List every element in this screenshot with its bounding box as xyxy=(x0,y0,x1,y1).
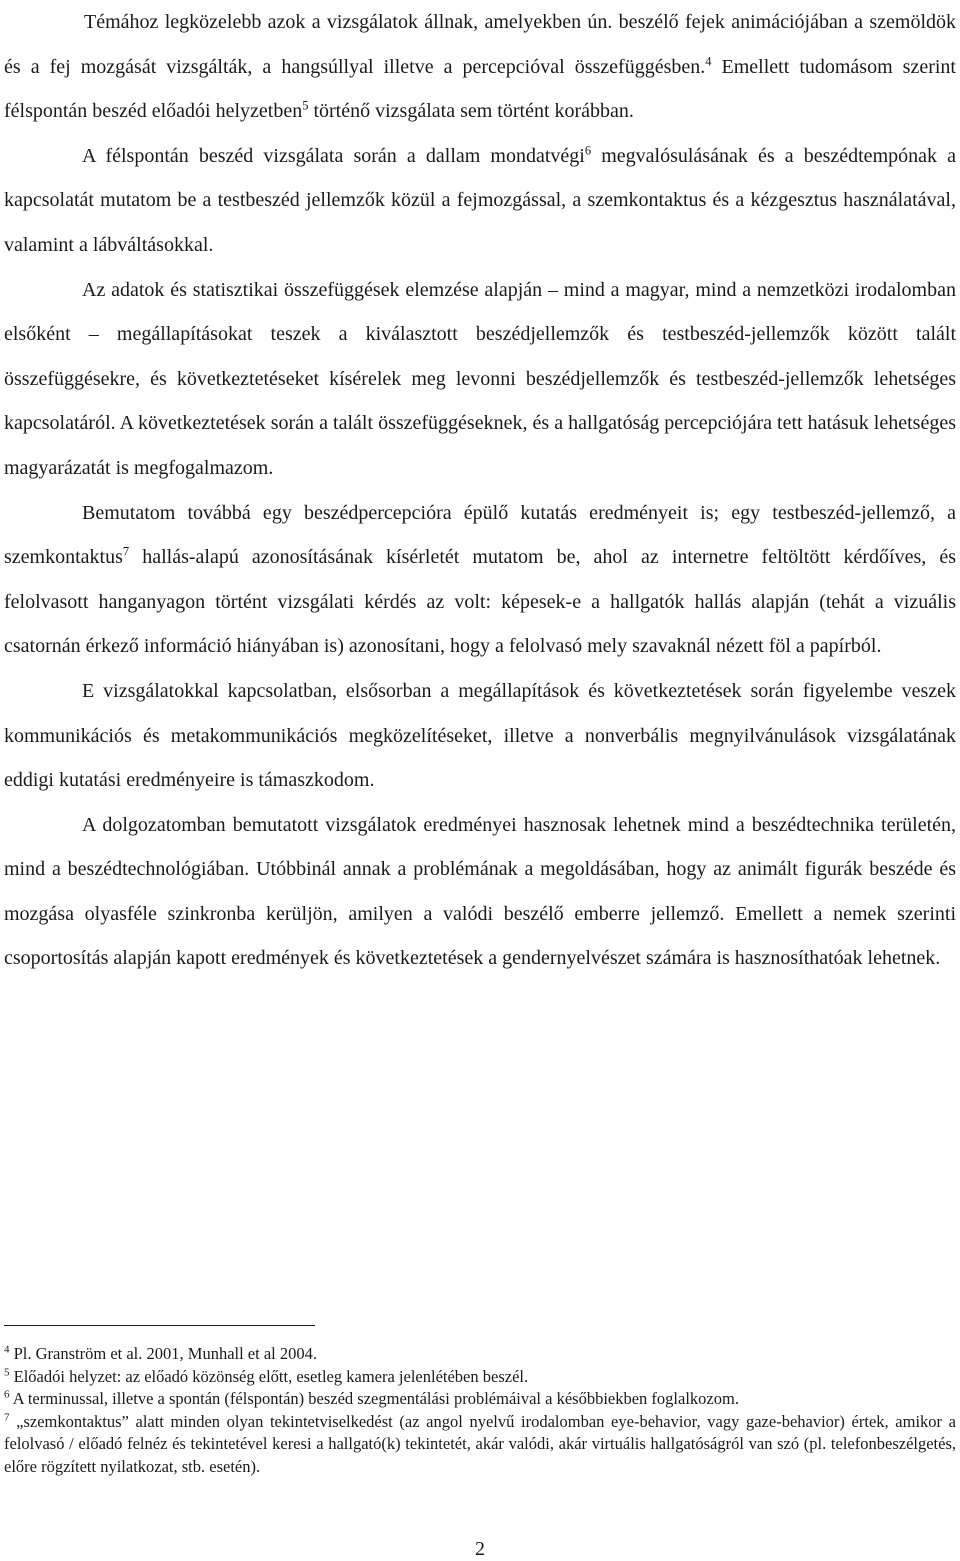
footnote-ref-7: 7 xyxy=(122,544,130,559)
footnote-5 xyxy=(4,1366,956,1389)
footnote-6 xyxy=(4,1388,956,1411)
paragraph-4-text-b: hallás-alapú azonosításának kísérletét mutatom be, ahol az internetre feltöltött kérdőíves, és felolvasott hanganyagon történt vizsgálati kérdés az volt: képesek-e a hallgatók hallás alapján (tehát a vizuális csatornán érkező információ hiányában is) azonosítani, hogy a felolvasó mely szavaknál nézett föl a papírból. xyxy=(4,546,956,658)
page-number: 2 xyxy=(475,1538,485,1560)
paragraph-2-text-a: A félspontán beszéd vizsgálata során a dallam mondatvégi xyxy=(82,144,585,167)
footnote-text: „szemkontaktus” alatt minden olyan tekintetviselkedést (az angol nyelvű irodalomban eye-behavior, vagy gaze-behavior) értek, amikor a felolvasó / előadó felnéz és tekintetével keresi a hallgató(k) tekintetét, akár valódi, akár virtuális hallgatóságról van szó (pl. telefonbeszélgetés, előre rögzített nyilatkozat, stb. esetén). xyxy=(4,1411,956,1476)
footnote-separator xyxy=(4,1325,315,1326)
footnote-number: 7 xyxy=(4,1411,10,1423)
footnote-text: A terminussal, illetve a spontán (félspontán) beszéd szegmentálási problémáival a későbbiekben foglalkozom. xyxy=(9,1389,739,1408)
paragraph-1-text-a: Témához legközelebb azok a vizsgálatok állnak, amelyekben ún. beszélő fejek animációjában a szemöldök és a fej mozgását vizsgálták, a hangsúllyal illetve a percepcióval összefüggésben. xyxy=(4,11,956,78)
footnote-number: 6 xyxy=(4,1388,10,1401)
paragraph-2 xyxy=(4,134,956,268)
footnote-ref-5: 5 xyxy=(302,98,309,113)
body-text xyxy=(4,0,956,981)
paragraph-1-text-c: történő vizsgálata sem történt korábban. xyxy=(308,100,634,123)
footnote-7 xyxy=(4,1411,956,1479)
footnote-ref-6: 6 xyxy=(584,143,592,158)
footnote-number: 4 xyxy=(4,1343,10,1356)
paragraph-4 xyxy=(4,491,956,669)
paragraph-4-text-a: Bemutatom továbbá egy beszédpercepcióra épülő kutatás eredményeit is; egy testbeszéd-jellemző, a szemkontaktus xyxy=(4,501,956,569)
paragraph-1 xyxy=(4,0,956,134)
footnote-ref-4: 4 xyxy=(705,53,712,68)
paragraph-5: E vizsgálatokkal kapcsolatban, elsősorban a megállapítások és következtetések során figyelembe veszek kommunikációs és metakommunikációs megközelítéseket, illetve a nonverbális megnyilvánulások vizsgálatának eddigi kutatási eredményeire is támaszkodom. xyxy=(4,679,956,792)
paragraph-3: Az adatok és statisztikai összefüggések elemzése alapján – mind a magyar, mind a nemzetközi irodalomban elsőként – megállapításokat teszek a kiválasztott beszédjellemzők és testbeszéd-jellemzők között talált összefüggésekre, és következtetéseket kísérelek meg levonni beszédjellemzők és testbeszéd-jellemzők lehetséges kapcsolatáról. A következtetések során a talált összefüggéseknek, és a hallgatóság percepciójára tett hatásuk lehetséges magyarázatát is megfogalmazom. xyxy=(4,278,956,479)
footnote-number: 5 xyxy=(4,1366,10,1378)
footnotes xyxy=(4,1343,956,1478)
footnote-4 xyxy=(4,1343,956,1366)
footnote-text: Pl. Granström et al. 2001, Munhall et al 2004. xyxy=(9,1344,317,1363)
paragraph-6: A dolgozatomban bemutatott vizsgálatok eredményei hasznosak lehetnek mind a beszédtechnika területén, mind a beszédtechnológiában. Utóbbinál annak a problémának a megoldásában, hogy az animált figurák beszéde és mozgása olyasféle szinkronba kerüljön, amilyen a valódi beszélő emberre jellemző. Emellett a nemek szerinti csoportosítás alapján kapott eredmények és következtetések a gendernyelvészet számára is hasznosíthatóak lehetnek. xyxy=(4,813,956,970)
paragraph-2-text-b: megvalósulásának és a beszédtempónak a kapcsolatát mutatom be a testbeszéd jellemzők közül a fejmozgással, a szemkontaktus és a kézgesztus használatával, valamint a lábváltásokkal. xyxy=(4,144,956,256)
footnote-text: Előadói helyzet: az előadó közönség előtt, esetleg kamera jelenlétében beszél. xyxy=(9,1366,529,1386)
paragraph-1-text-b: Emellett tudomásom szerint félspontán beszéd előadói helyzetben xyxy=(4,55,956,123)
